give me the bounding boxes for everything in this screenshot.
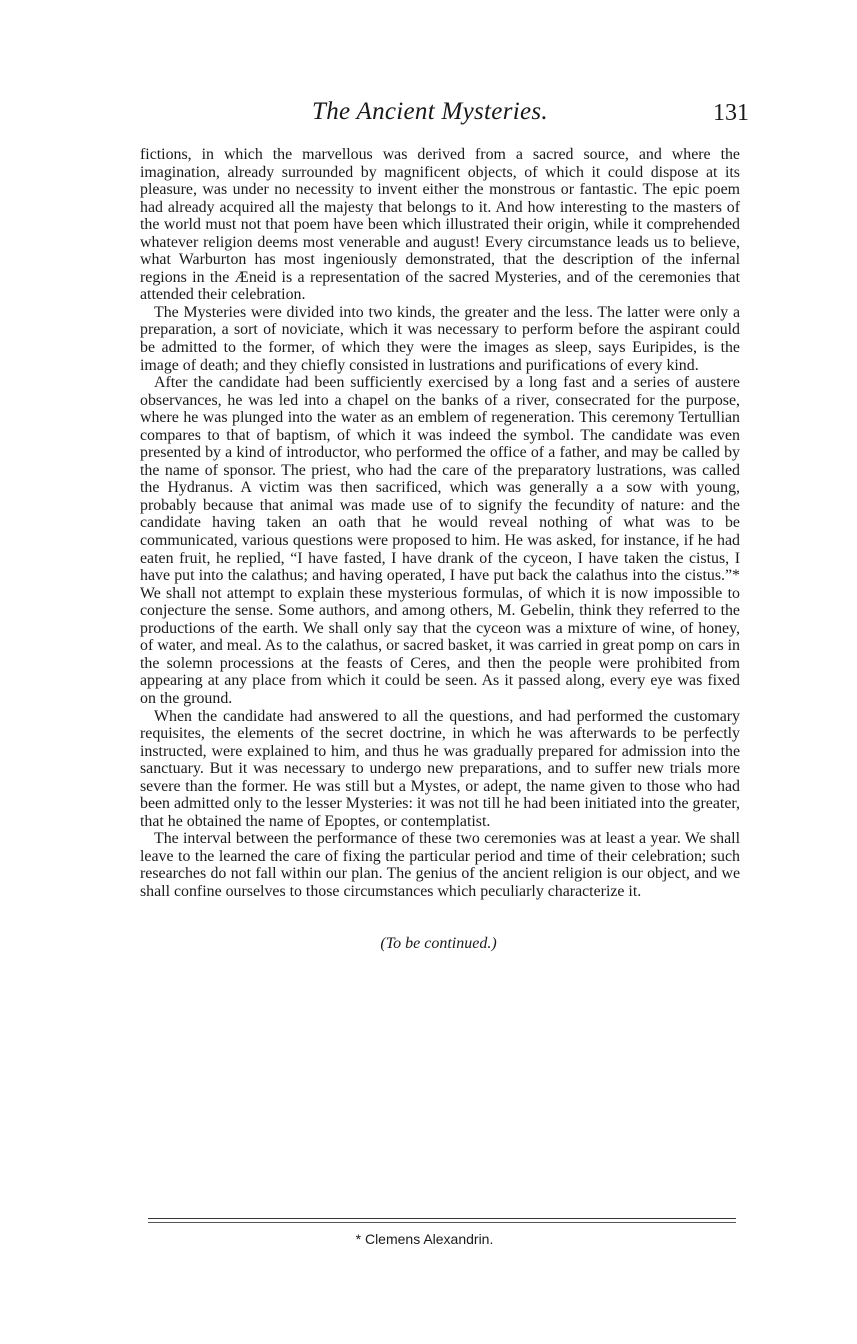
continued-text: (To be continued.) (380, 935, 497, 952)
page-number: 131 (713, 100, 749, 126)
running-title: The Ancient Mysteries. (312, 98, 548, 125)
continued-note (0, 935, 857, 953)
footnote-rule (148, 1218, 736, 1219)
paragraph-5: The interval between the performance of these two ceremonies was at least a year. We shall leave to the learned the care of fixing the particular period and time of their celebration; such researches do not fall within our plan. The genius of the ancient religion is our object, and we shall confine ourselves to those circumstances which peculiarly characterize it. (140, 830, 740, 900)
paragraph-1: fictions, in which the marvellous was derived from a sacred source, and where the imagination, already surrounded by magnificent objects, of which it could dispose at its pleasure, was under no necessity to invent either the monstrous or fantastic. The epic poem had already acquired all the majesty that belongs to it. And how interesting to the masters of the world must not that poem have been which illustrated their origin, while it comprehended whatever religion deems most venerable and august! Every circumstance leads us to believe, what Warburton has most ingeniously demonstrated, that the description of the infernal regions in the Æneid is a representation of the sacred Mysteries, and of the ceremonies that attended their celebration. (140, 146, 740, 304)
article-body (140, 146, 740, 901)
paragraph-3: After the candidate had been sufficiently exercised by a long fast and a series of austere observances, he was led into a chapel on the banks of a river, consecrated for the purpose, where he was plunged into the water as an emblem of regeneration. This ceremony Tertullian compares to that of baptism, of which it was indeed the symbol. The candidate was even presented by a kind of introductor, who performed the office of a father, and may be called by the name of sponsor. The priest, who had the care of the preparatory lustrations, was called the Hydranus. A victim was then sacrificed, which was generally a a sow with young, probably because that animal was made use of to signify the fecundity of nature: and the candidate having taken an oath that he would reveal nothing of what was to be communicated, various questions were proposed to him. He was asked, for instance, if he had eaten fruit, he replied, “I have fasted, I have drank of the cyceon, I have taken the cistus, I have put into the calathus; and having operated, I have put back the calathus into the cistus.”* We shall not attempt to explain these mysterious formulas, of which it is now impossible to conjecture the sense. Some authors, and among others, M. Gebelin, think they referred to the productions of the earth. We shall only say that the cyceon was a mixture of wine, of honey, of water, and meal. As to the calathus, or sacred basket, it was carried in great pomp on cars in the solemn processions at the feasts of Ceres, and then the people were prohibited from appearing at any place from which it could be seen. As it passed along, every eye was fixed on the ground. (140, 374, 740, 707)
footnote (0, 1231, 857, 1247)
paragraph-2: The Mysteries were divided into two kinds, the greater and the less. The latter were only a preparation, a sort of noviciate, which it was necessary to perform before the aspirant could be admitted to the former, of which they were the images as sleep, says Euripides, is the image of death; and they chiefly consisted in lustrations and purifications of every kind. (140, 303, 740, 374)
footnote-text: * Clemens Alexandrin. (355, 1231, 494, 1247)
paragraph-4: When the candidate had answered to all the questions, and had performed the customary requisites, the elements of the secret doctrine, in which he was afterwards to be perfectly instructed, were explained to him, and thus he was gradually prepared for admission into the sanctuary. But it was necessary to undergo new preparations, and to suffer new trials more severe than the former. He was still but a Mystes, or adept, the name given to those who had been admitted only to the lesser Mysteries: it was not till he had been initiated into the greater, that he obtained the name of Epoptes, or contemplatist. (140, 707, 740, 830)
footnote-rule-secondary (148, 1222, 736, 1223)
running-head (0, 98, 857, 132)
